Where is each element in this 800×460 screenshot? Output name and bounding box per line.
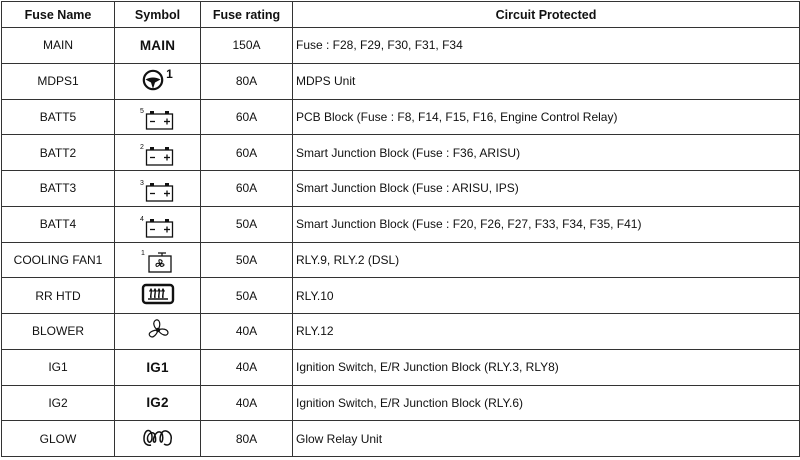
circuit-protected: RLY.9, RLY.2 (DSL) bbox=[293, 242, 800, 278]
symbol-wrap bbox=[141, 283, 175, 305]
table-header bbox=[2, 2, 800, 28]
fuse-name: GLOW bbox=[2, 421, 115, 457]
table-row-cooling-fan1 bbox=[2, 242, 800, 278]
table-row-batt3 bbox=[2, 171, 800, 207]
header-circuit-protected: Circuit Protected bbox=[293, 2, 800, 28]
fuse-name: BLOWER bbox=[2, 314, 115, 350]
symbol-wrap bbox=[142, 66, 173, 91]
symbol-superscript: 3 bbox=[140, 179, 144, 187]
fuse-symbol bbox=[115, 206, 201, 242]
circuit-protected: Smart Junction Block (Fuse : F36, ARISU) bbox=[293, 135, 800, 171]
fuse-name: IG2 bbox=[2, 385, 115, 421]
symbol-text: IG1 bbox=[146, 359, 169, 375]
fuse-rating: 40A bbox=[201, 385, 293, 421]
symbol-superscript: 5 bbox=[140, 108, 144, 116]
cooling-fan-icon bbox=[146, 251, 174, 275]
symbol-wrap bbox=[142, 426, 174, 448]
fuse-rating: 50A bbox=[201, 278, 293, 314]
table-row-ig2 bbox=[2, 385, 800, 421]
fuse-symbol bbox=[115, 28, 201, 64]
symbol-text: MAIN bbox=[139, 37, 176, 53]
header-fuse-name: Fuse Name bbox=[2, 2, 115, 28]
fuse-rating: 60A bbox=[201, 135, 293, 171]
fuse-symbol bbox=[115, 349, 201, 385]
fuse-name: MDPS1 bbox=[2, 63, 115, 99]
table-row-glow bbox=[2, 421, 800, 457]
fuse-name: BATT4 bbox=[2, 206, 115, 242]
table-row-batt5 bbox=[2, 99, 800, 135]
symbol-wrap bbox=[140, 109, 175, 131]
fuse-rating: 150A bbox=[201, 28, 293, 64]
fuse-rating: 40A bbox=[201, 314, 293, 350]
rear-defroster-icon bbox=[141, 283, 175, 305]
battery-icon bbox=[145, 217, 175, 239]
symbol-superscript: 4 bbox=[140, 215, 144, 223]
table-row-blower bbox=[2, 314, 800, 350]
symbol-superscript: 1 bbox=[141, 250, 145, 258]
blower-fan-icon bbox=[145, 317, 171, 343]
fuse-rating: 40A bbox=[201, 349, 293, 385]
battery-icon bbox=[145, 181, 175, 203]
fuse-table bbox=[1, 1, 800, 457]
fuse-symbol bbox=[115, 385, 201, 421]
fuse-rating: 50A bbox=[201, 242, 293, 278]
fuse-symbol bbox=[115, 63, 201, 99]
symbol-wrap bbox=[140, 181, 175, 203]
circuit-protected: Glow Relay Unit bbox=[293, 421, 800, 457]
circuit-protected: RLY.12 bbox=[293, 314, 800, 350]
header-fuse-rating: Fuse rating bbox=[201, 2, 293, 28]
fuse-symbol bbox=[115, 278, 201, 314]
fuse-name: COOLING FAN1 bbox=[2, 242, 115, 278]
circuit-protected: MDPS Unit bbox=[293, 63, 800, 99]
table-row-rr-htd bbox=[2, 278, 800, 314]
fuse-rating: 60A bbox=[201, 171, 293, 207]
fuse-symbol bbox=[115, 421, 201, 457]
header-symbol: Symbol bbox=[115, 2, 201, 28]
steering-wheel-icon bbox=[142, 69, 164, 91]
fuse-rating: 80A bbox=[201, 421, 293, 457]
table-row-mdps1 bbox=[2, 63, 800, 99]
symbol-wrap bbox=[145, 317, 171, 343]
symbol-wrap bbox=[141, 251, 174, 275]
symbol-suffix: 1 bbox=[166, 66, 173, 81]
table-row-main bbox=[2, 28, 800, 64]
circuit-protected: Ignition Switch, E/R Junction Block (RLY.6) bbox=[293, 385, 800, 421]
fuse-name: BATT5 bbox=[2, 99, 115, 135]
fuse-name: MAIN bbox=[2, 28, 115, 64]
fuse-symbol bbox=[115, 99, 201, 135]
fuse-name: BATT2 bbox=[2, 135, 115, 171]
fuse-rating: 50A bbox=[201, 206, 293, 242]
glow-plug-icon bbox=[142, 426, 174, 448]
battery-icon bbox=[145, 145, 175, 167]
symbol-wrap bbox=[140, 217, 175, 239]
circuit-protected: Smart Junction Block (Fuse : ARISU, IPS) bbox=[293, 171, 800, 207]
fuse-name: RR HTD bbox=[2, 278, 115, 314]
circuit-protected: Smart Junction Block (Fuse : F20, F26, F27, F33, F34, F35, F41) bbox=[293, 206, 800, 242]
table-row-batt4 bbox=[2, 206, 800, 242]
fuse-symbol bbox=[115, 135, 201, 171]
table-row-batt2 bbox=[2, 135, 800, 171]
fuse-symbol bbox=[115, 171, 201, 207]
fuse-rating: 80A bbox=[201, 63, 293, 99]
table-row-ig1 bbox=[2, 349, 800, 385]
fuse-symbol bbox=[115, 314, 201, 350]
symbol-wrap bbox=[140, 145, 175, 167]
fuse-rating: 60A bbox=[201, 99, 293, 135]
battery-icon bbox=[145, 109, 175, 131]
circuit-protected: PCB Block (Fuse : F8, F14, F15, F16, Engine Control Relay) bbox=[293, 99, 800, 135]
fuse-name: IG1 bbox=[2, 349, 115, 385]
fuse-name: BATT3 bbox=[2, 171, 115, 207]
circuit-protected: Fuse : F28, F29, F30, F31, F34 bbox=[293, 28, 800, 64]
symbol-superscript: 2 bbox=[140, 144, 144, 152]
fuse-symbol bbox=[115, 242, 201, 278]
symbol-text: IG2 bbox=[146, 395, 169, 411]
circuit-protected: RLY.10 bbox=[293, 278, 800, 314]
circuit-protected: Ignition Switch, E/R Junction Block (RLY.3, RLY8) bbox=[293, 349, 800, 385]
table-body bbox=[2, 28, 800, 457]
header-row bbox=[2, 2, 800, 28]
